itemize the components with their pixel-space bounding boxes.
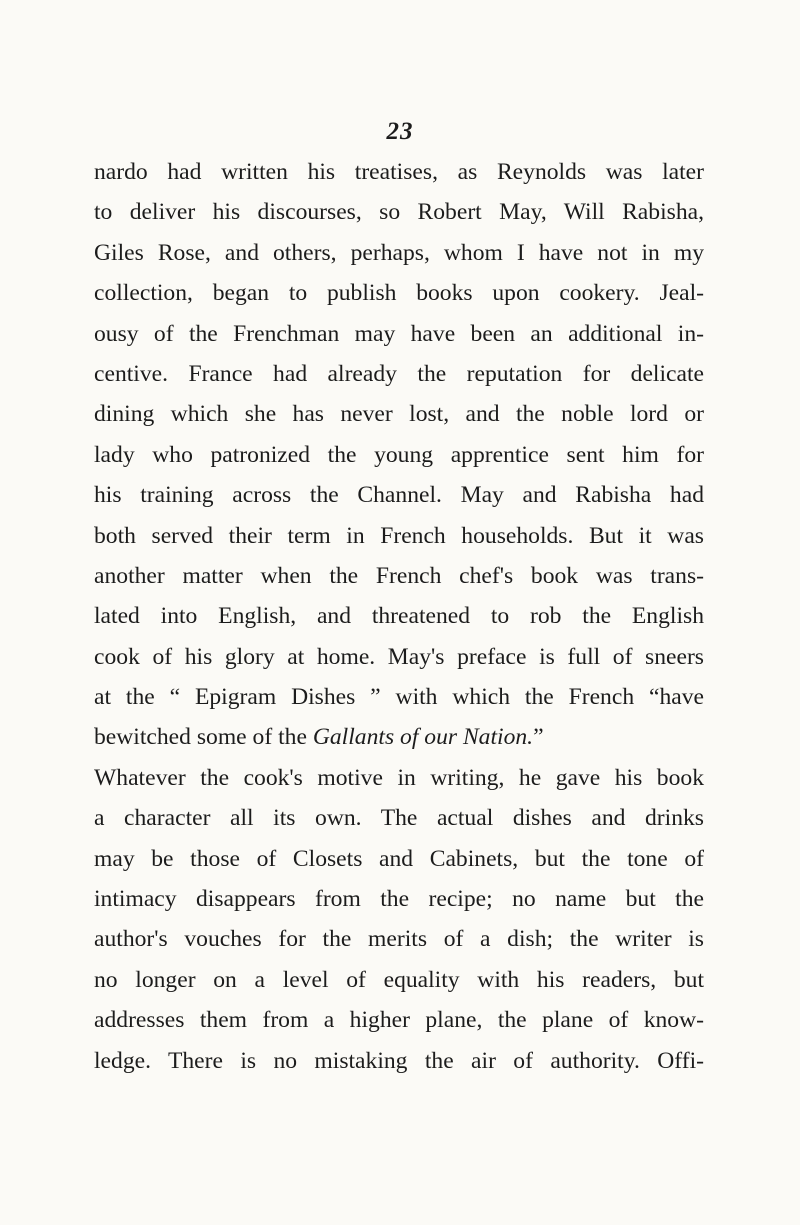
- text-line: ousy of the Frenchman may have been an additional in-: [94, 320, 704, 347]
- page-number: 23: [386, 118, 414, 145]
- text-line: both served their term in French households. But it was: [94, 522, 704, 549]
- text-line: author's vouches for the merits of a dish; the writer is: [94, 926, 704, 953]
- text-line: ledge. There is no mistaking the air of authority. Offi-: [94, 1047, 704, 1074]
- text-line: nardo had written his treatises, as Reynolds was later: [94, 159, 704, 185]
- text-line: at the “ Epigram Dishes ” with which the French “have: [94, 684, 704, 711]
- text-segment: bewitched some of the: [94, 724, 313, 751]
- text-line: no longer on a level of equality with his readers, but: [94, 966, 704, 993]
- text-line: cook of his glory at home. May's preface is full of sneers: [94, 643, 704, 670]
- text-line-italic-phrase: [94, 717, 704, 757]
- text-line: dining which she has never lost, and the noble lord or: [94, 401, 704, 428]
- text-line: his training across the Channel. May and Rabisha had: [94, 482, 704, 509]
- italic-phrase: Gallants of our Nation.: [312, 724, 534, 751]
- text-line: lady who patronized the young apprentice sent him for: [94, 441, 704, 468]
- text-line: may be those of Closets and Cabinets, but the tone of: [94, 845, 704, 872]
- text-line: Whatever the cook's motive in writing, he gave his book: [94, 764, 704, 791]
- text-line: Giles Rose, and others, perhaps, whom I have not in my: [94, 239, 704, 266]
- body-text: [94, 152, 704, 1081]
- text-line: another matter when the French chef's book was trans-: [94, 562, 704, 589]
- text-line: a character all its own. The actual dishes and drinks: [94, 805, 704, 832]
- text-line: to deliver his discourses, so Robert May, Will Rabisha,: [94, 199, 704, 226]
- text-line: lated into English, and threatened to rob the English: [94, 603, 704, 630]
- text-line: intimacy disappears from the recipe; no name but the: [94, 886, 704, 913]
- closing-quote: ”: [533, 724, 544, 751]
- text-line: addresses them from a higher plane, the plane of know-: [94, 1007, 704, 1034]
- text-line: collection, began to publish books upon cookery. Jeal-: [94, 280, 704, 307]
- text-line: centive. France had already the reputation for delicate: [94, 360, 704, 387]
